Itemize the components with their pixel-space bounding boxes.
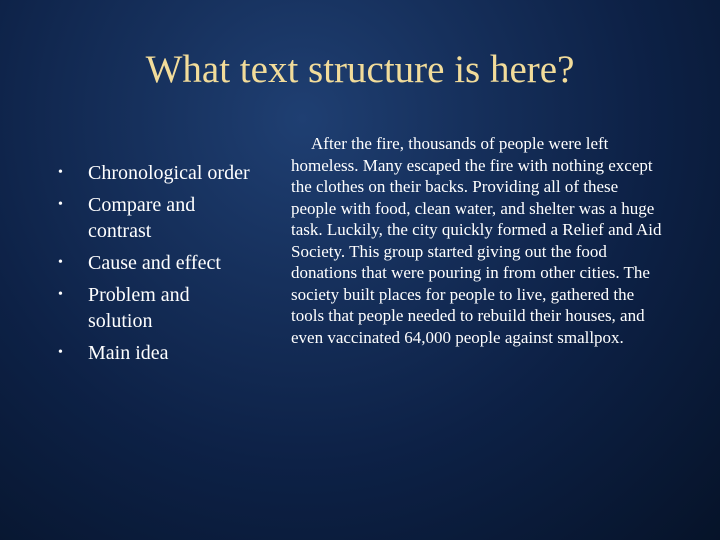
option-cause-and-effect <box>58 250 258 276</box>
option-label: Chronological order <box>88 162 250 184</box>
bullet-icon: • <box>58 255 63 270</box>
option-compare-and-contrast <box>58 192 258 244</box>
reading-passage: After the fire, thousands of people were left homeless. Many escaped the fire with nothing except the clothes on their backs. Providing all of these people with food, clean water, and shelter was a huge task. Luckily, the city quickly formed a Relief and Aid Society. This group started giving out the food donations that were pouring in from other cities. The society built places for people to live, gathered the tools that people needed to rebuild their houses, and even vaccinated 64,000 people against smallpox. <box>291 134 662 347</box>
text-structure-options-list <box>58 160 258 372</box>
option-label: Main idea <box>88 342 169 364</box>
bullet-icon: • <box>58 287 63 302</box>
bullet-icon: • <box>58 197 63 212</box>
bullet-icon: • <box>58 165 63 180</box>
option-label: Compare and contrast <box>88 194 196 242</box>
bullet-icon: • <box>58 345 63 360</box>
option-main-idea <box>58 340 258 366</box>
option-label: Cause and effect <box>88 252 221 274</box>
option-label: Problem and solution <box>88 284 190 332</box>
option-chronological-order <box>58 160 258 186</box>
option-problem-and-solution <box>58 282 258 334</box>
slide-title: What text structure is here? <box>145 48 575 91</box>
